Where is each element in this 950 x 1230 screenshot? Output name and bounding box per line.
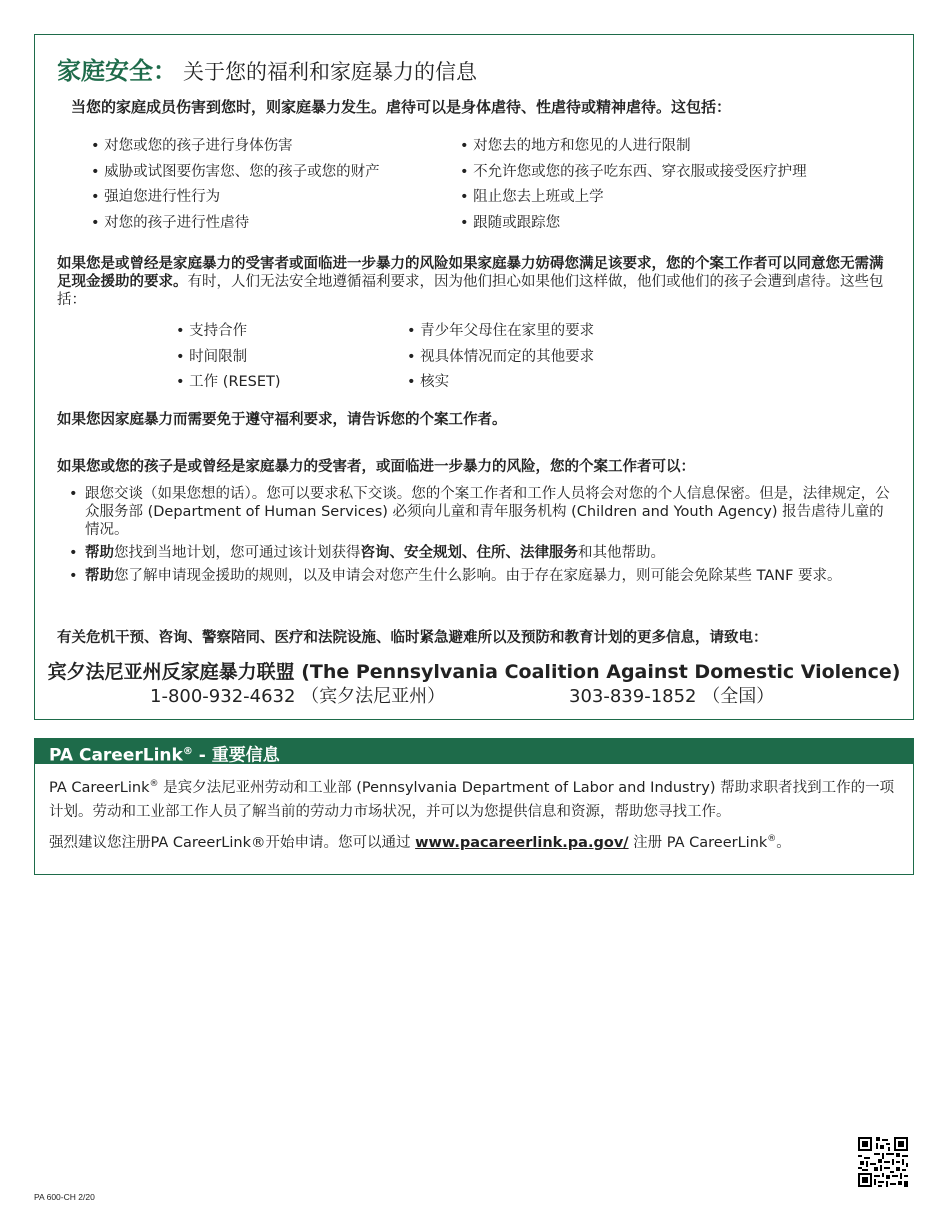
list-item: • 支持合作: [176, 320, 281, 346]
abuse-list-right: [460, 135, 807, 237]
phone-national: 303-839-1852 （全国）: [569, 686, 775, 707]
phone-pa: 1-800-932-4632 （宾夕法尼亚州）: [150, 686, 446, 707]
list-item: • 阻止您去上班或上学: [460, 186, 807, 212]
help-label: 帮助: [85, 568, 114, 584]
waiver-bold: 如果您是或曾经是家庭暴力的受害者或面临进一步暴力的风险如果家庭暴力妨碍您满足该要求，您的个案工作者可以同意您无需满足现金援助的要求。: [57, 256, 884, 290]
list-item: [69, 485, 893, 539]
careerlink-register: [49, 831, 791, 852]
caseworker-intro: 如果您或您的孩子是或曾经是家庭暴力的受害者，或面临进一步暴力的风险，您的个案工作者可以：: [57, 459, 695, 475]
caseworker-item1: 跟您交谈（如果您想的话）。您可以要求私下交谈。您的个案工作者和工作人员将会对您的个人信息保密。但是，法律规定，公众服务部 (Department of Human Services) 必须向儿童和青年服务机构 (Children and Youth Agency) 报告虐待儿童的情况。: [85, 486, 890, 538]
services-list: 咨询、安全规划、住所、法律服务: [360, 545, 578, 561]
careerlink-header: [35, 739, 913, 764]
caseworker-item2-end: 和其他帮助。: [578, 545, 665, 561]
tell-caseworker: 如果您因家庭暴力而需要免于遵守福利要求，请告诉您的个案工作者。: [57, 412, 507, 428]
list-item: • 不允许您或您的孩子吃东西、穿衣服或接受医疗护理: [460, 161, 807, 187]
careerlink-section: [34, 738, 914, 875]
section-title: [57, 51, 477, 86]
register-period: 。: [776, 835, 791, 851]
list-item: [69, 544, 893, 562]
requirements-list-right: [407, 320, 594, 397]
list-item: • 威胁或试图要伤害您、您的孩子或您的财产: [91, 161, 380, 187]
list-item: • 视具体情况而定的其他要求: [407, 346, 594, 372]
domestic-safety-section: [34, 34, 914, 720]
register-text-end: 注册 PA CareerLink: [628, 835, 768, 851]
barcode-icon: [858, 1137, 908, 1187]
more-info: 有关危机干预、咨询、警察陪同、医疗和法院设施、临时紧急避难所以及预防和教育计划的更多信息，请致电：: [57, 630, 768, 646]
list-item: • 青少年父母住在家里的要求: [407, 320, 594, 346]
careerlink-header-suffix: - 重要信息: [192, 745, 280, 766]
register-text: 强烈建议您注册PA CareerLink®开始申请。您可以通过: [49, 835, 416, 851]
careerlink-link[interactable]: www.pacareerlink.pa.gov/: [415, 835, 629, 851]
caseworker-item3-text: 您了解申请现金援助的规则，以及申请会对您产生什么影响。由于存在家庭暴力，则可能会免除某些 TANF 要求。: [114, 568, 842, 584]
caseworker-item2-text: 您找到当地计划，您可通过该计划获得: [114, 545, 361, 561]
list-item: [69, 567, 893, 585]
list-item: • 工作 (RESET): [176, 371, 281, 397]
title-sub: 关于您的福利和家庭暴力的信息: [183, 60, 477, 84]
help-label: 帮助: [85, 545, 114, 561]
list-item: • 对您去的地方和您见的人进行限制: [460, 135, 807, 161]
list-item: • 跟随或跟踪您: [460, 212, 807, 238]
waiver-normal: 有时，人们无法安全地遵循福利要求，因为他们担心如果他们这样做，他们或他们的孩子会遭到虐待。这些包括：: [57, 274, 884, 308]
form-id: PA 600-CH 2/20: [34, 1192, 95, 1202]
intro-text: 当您的家庭成员伤害到您时，则家庭暴力发生。虐待可以是身体虐待、性虐待或精神虐待。这包括：: [71, 98, 732, 116]
registered-mark: ®: [182, 746, 193, 757]
careerlink-description-text: 是宾夕法尼亚州劳动和工业部 (Pennsylvania Department of Labor and Industry) 帮助求职者找到工作的一项计划。劳动和工业部工作人员了解当前的劳动力市场状况，并可以为您提供信息和资源，帮助您寻找工作。: [49, 779, 895, 820]
careerlink-name: PA CareerLink: [49, 779, 150, 796]
list-item: • 时间限制: [176, 346, 281, 372]
careerlink-description: [49, 772, 901, 824]
caseworker-list: [69, 485, 893, 590]
requirements-list-left: [176, 320, 281, 397]
title-main: 家庭安全：: [57, 57, 177, 85]
abuse-list-left: [91, 135, 380, 237]
waiver-paragraph: [57, 255, 893, 309]
registered-mark: ®: [149, 779, 159, 789]
list-item: • 核实: [407, 371, 594, 397]
registered-mark: ®: [767, 834, 777, 845]
list-item: • 对您或您的孩子进行身体伤害: [91, 135, 380, 161]
coalition-name: 宾夕法尼亚州反家庭暴力联盟 (The Pennsylvania Coalition Against Domestic Violence): [47, 661, 901, 683]
list-item: • 对您的孩子进行性虐待: [91, 212, 380, 238]
careerlink-header-name: PA CareerLink: [49, 745, 183, 766]
list-item: • 强迫您进行性行为: [91, 186, 380, 212]
